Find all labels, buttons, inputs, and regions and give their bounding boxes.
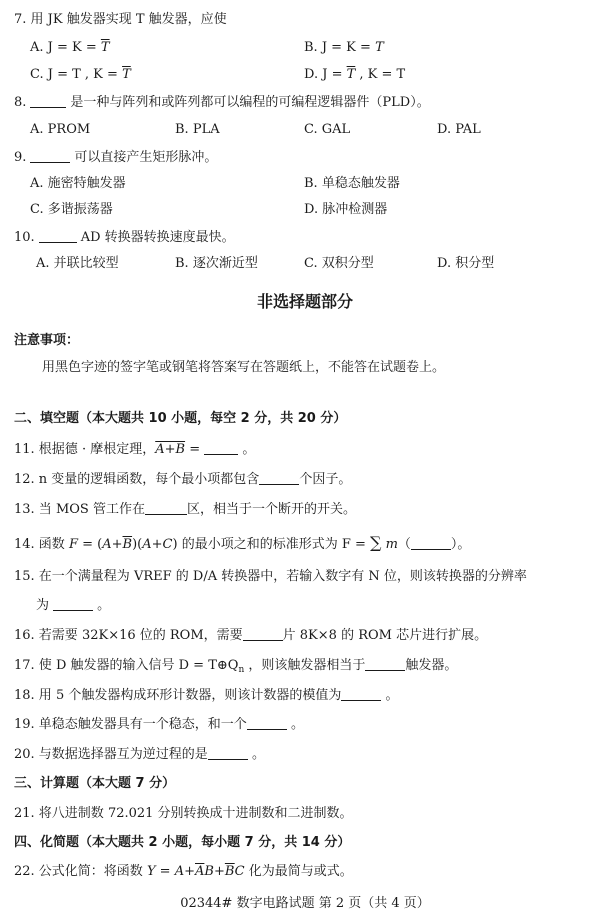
q10-option-c: C. 双积分型: [304, 256, 374, 271]
q8-option-b: B. PLA: [175, 122, 220, 137]
q7-option-d: D. $J = \overline{T}$ , K = T: [304, 67, 406, 82]
q10-option-a: A. 并联比较型: [36, 256, 119, 271]
q10-option-b: B. 逐次渐近型: [175, 256, 258, 271]
q12: 12. n 变量的逻辑函数，每个最小项都包含 个因子。: [14, 472, 352, 487]
q7-option-c: C. J = T , $K = \overline{T}$: [30, 67, 131, 82]
q21: 21. 将八进制数 72.021 分别转换成十进制数和二进制数。: [14, 806, 353, 821]
q8-option-c: C. GAL: [304, 122, 351, 137]
q22: 22. 公式化简：将函数 $Y = A+\overline{A}B+\overline{B}C$ 化为最简与或式。: [14, 864, 353, 879]
q16: 16. 若需要 32K×16 位的 ROM，需要 片 8K×8 的 ROM 芯片进行扩展。: [14, 628, 488, 643]
q9-option-c: C. 多谐振荡器: [30, 202, 113, 217]
q18: 18. 用 5 个触发器构成环形计数器，则该计数器的模值为 。: [14, 688, 399, 703]
part3-heading: 三、计算题（本大题 7 分）: [14, 776, 176, 791]
part2-heading: 二、填空题（本大题共 10 小题，每空 2 分，共 20 分）: [14, 411, 347, 426]
q19: 19. 单稳态触发器具有一个稳态，和一个 。: [14, 717, 304, 732]
q7-option-b: B. J = K = T: [304, 40, 384, 55]
q7-option-a: A. $J = K = \overline{T}$: [30, 40, 110, 55]
q8-option-d: D. PAL: [437, 122, 481, 137]
page-footer: 02344# 数字电路试题 第 2 页（共 4 页）: [180, 896, 430, 911]
q14: 14. 函数 $F = (A+\overline{B})(A+C)$ 的最小项之和的标准形式为 F = ∑ m（ ）。: [14, 533, 471, 552]
q8-stem: 8. 是一种与阵列和或阵列都可以编程的可编程逻辑器件（PLD）。: [14, 95, 430, 110]
notice-title: 注意事项：: [14, 333, 80, 348]
q20: 20. 与数据选择器互为逆过程的是 。: [14, 747, 265, 762]
q9-stem: 9. 可以直接产生矩形脉冲。: [14, 150, 218, 165]
q7-stem: 7. 用 JK 触发器实现 T 触发器，应使: [14, 12, 227, 27]
q10-stem: 10. AD 转换器转换速度最快。: [14, 230, 235, 245]
section-title: 非选择题部分: [256, 292, 353, 311]
part4-heading: 四、化简题（本大题共 2 小题，每小题 7 分，共 14 分）: [14, 835, 351, 850]
q17: 17. 使 D 触发器的输入信号 $D = T\oplus Q_n$ ，则该触发器相当于 触发器。: [14, 658, 458, 675]
q15-line2: 为 。: [36, 598, 111, 613]
q13: 13. 当 MOS 管工作在 区，相当于一个断开的开关。: [14, 502, 356, 517]
notice-text: 用黑色字迹的签字笔或钢笔将答案写在答题纸上，不能答在试题卷上。: [42, 360, 446, 375]
q9-option-b: B. 单稳态触发器: [304, 176, 400, 191]
q8-option-a: A. PROM: [30, 122, 91, 137]
q10-option-d: D. 积分型: [437, 256, 495, 271]
q9-option-a: A. 施密特触发器: [30, 176, 126, 191]
q9-option-d: D. 脉冲检测器: [304, 202, 388, 217]
q15-line1: 15. 在一个满量程为 VREF 的 D/A 转换器中，若输入数字有 N 位，则该转换器的分辨率: [14, 569, 527, 584]
q11: 11. 根据德 · 摩根定理，A+B = 。: [14, 442, 256, 457]
